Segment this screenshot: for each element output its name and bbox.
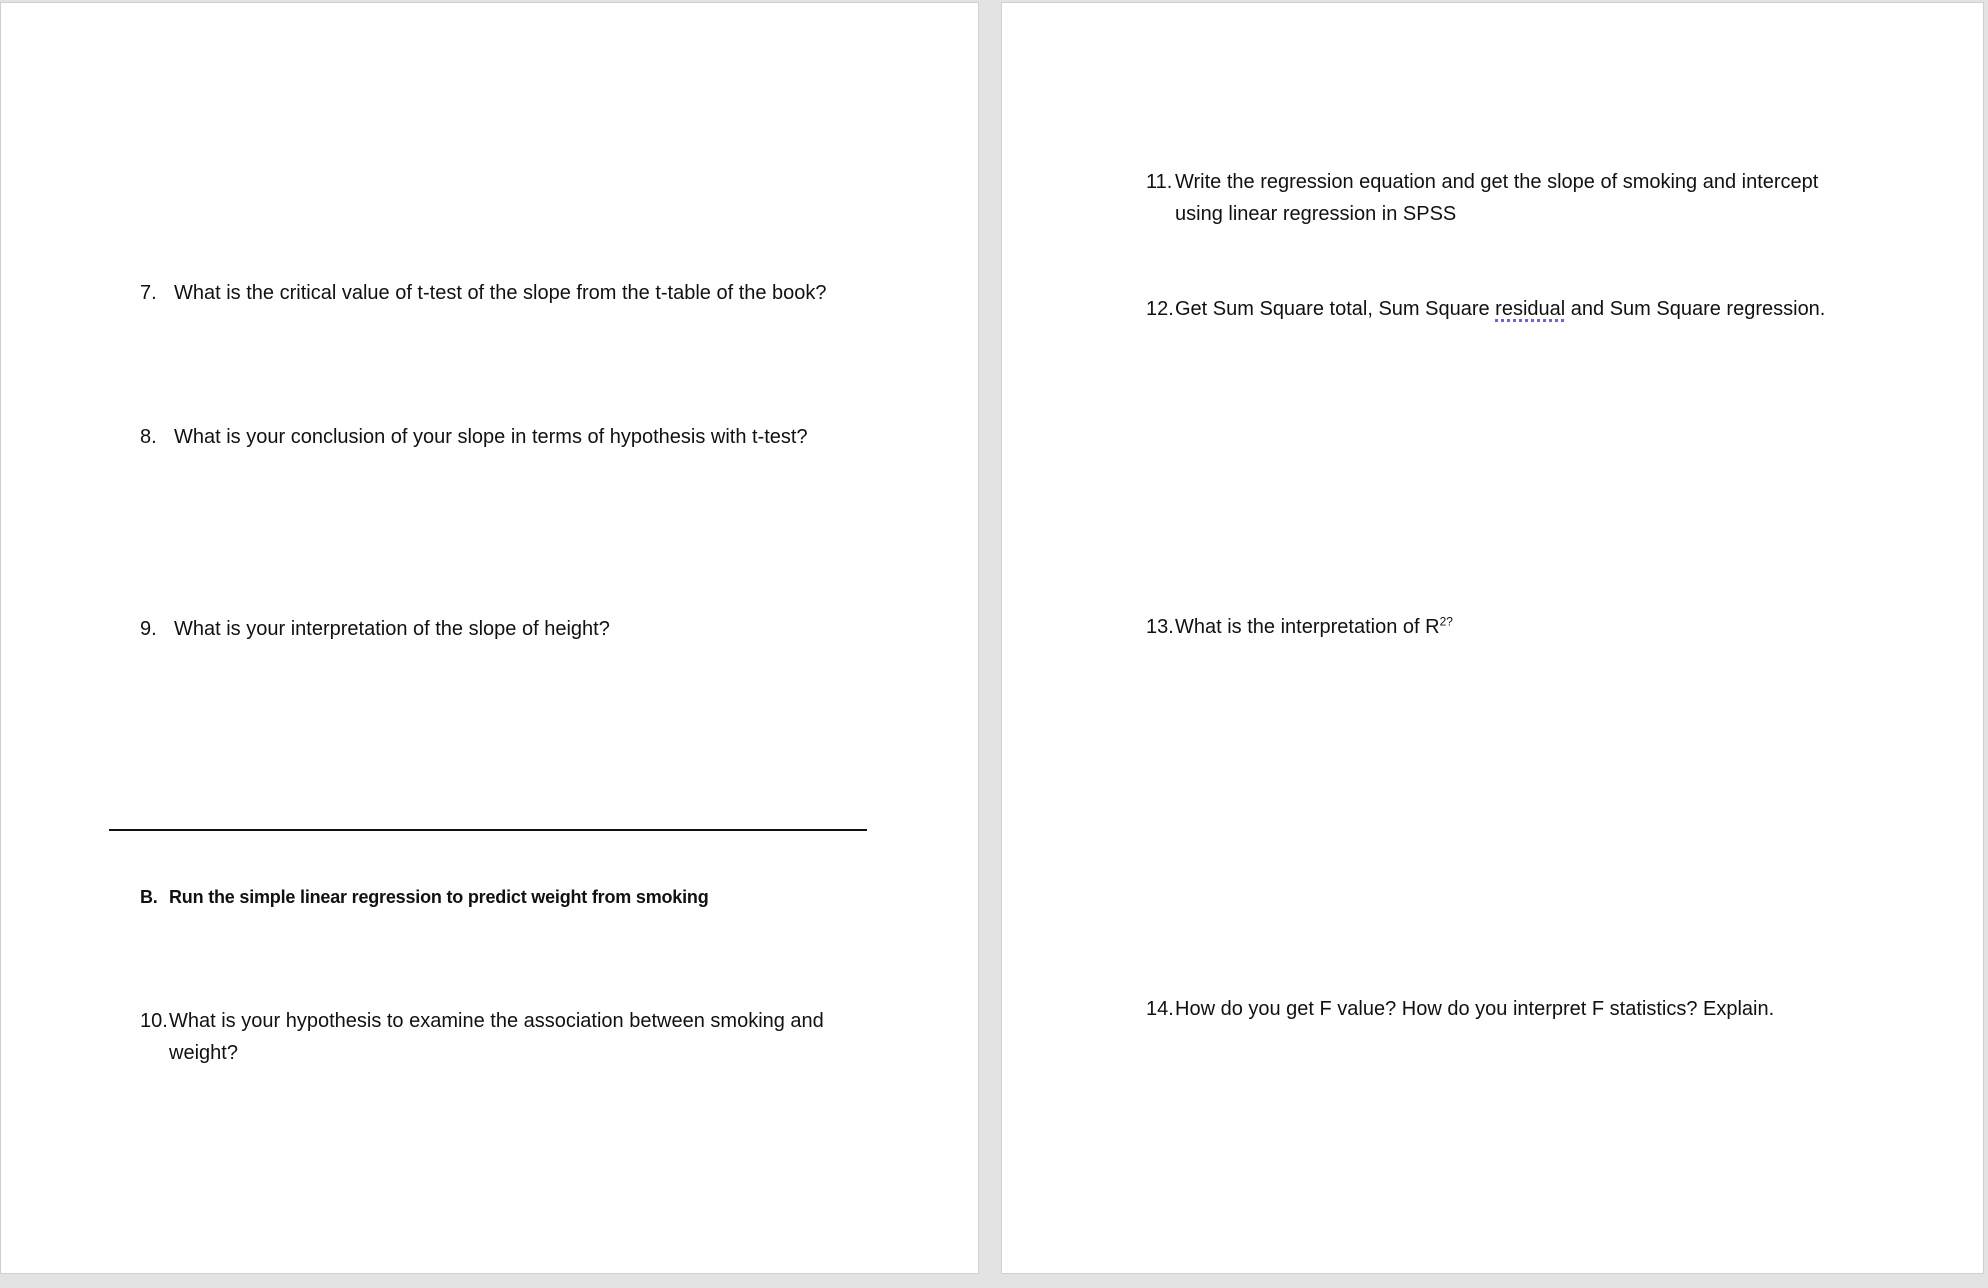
question-11 xyxy=(1146,166,1818,230)
section-b-heading xyxy=(140,887,709,908)
question-number: 13. xyxy=(1146,616,1174,638)
question-number: 8. xyxy=(140,426,157,448)
question-7 xyxy=(140,277,827,309)
question-number: 7. xyxy=(140,282,157,304)
question-text: How do you get F value? How do you interpret F statistics? Explain. xyxy=(1175,998,1775,1020)
question-text-line1: What is your hypothesis to examine the association between smoking and xyxy=(169,1010,824,1032)
question-text-line2: using linear regression in SPSS xyxy=(1175,203,1457,225)
question-text: What is the critical value of t-test of the slope from the t-table of the book? xyxy=(174,282,827,304)
question-text: What is your interpretation of the slope of height? xyxy=(174,618,610,640)
section-letter: B. xyxy=(140,887,158,907)
question-number: 9. xyxy=(140,618,157,640)
question-text-line1: Write the regression equation and get the slope of smoking and intercept xyxy=(1175,171,1819,193)
question-text: What is the interpretation of R xyxy=(1175,616,1440,638)
document-page-left xyxy=(0,2,979,1274)
question-14 xyxy=(1146,993,1774,1025)
question-12 xyxy=(1146,293,1825,325)
horizontal-rule xyxy=(109,829,867,831)
section-text: Run the simple linear regression to predict weight from smoking xyxy=(169,887,709,907)
question-number: 14. xyxy=(1146,998,1174,1020)
question-number: 12. xyxy=(1146,298,1174,320)
document-page-right xyxy=(1001,2,1984,1274)
spellcheck-flagged-word[interactable]: residual xyxy=(1495,298,1566,320)
question-number: 11. xyxy=(1146,171,1173,193)
superscript: 2? xyxy=(1439,614,1453,629)
question-text: What is your conclusion of your slope in terms of hypothesis with t-test? xyxy=(174,426,808,448)
question-10 xyxy=(140,1005,824,1069)
question-9 xyxy=(140,613,610,645)
question-text-pre: Get Sum Square total, Sum Square xyxy=(1175,298,1496,320)
question-8 xyxy=(140,421,808,453)
question-text-post: and Sum Square regression. xyxy=(1565,298,1826,320)
question-number: 10. xyxy=(140,1010,168,1032)
question-text-line2: weight? xyxy=(169,1042,238,1064)
question-13 xyxy=(1146,611,1453,643)
